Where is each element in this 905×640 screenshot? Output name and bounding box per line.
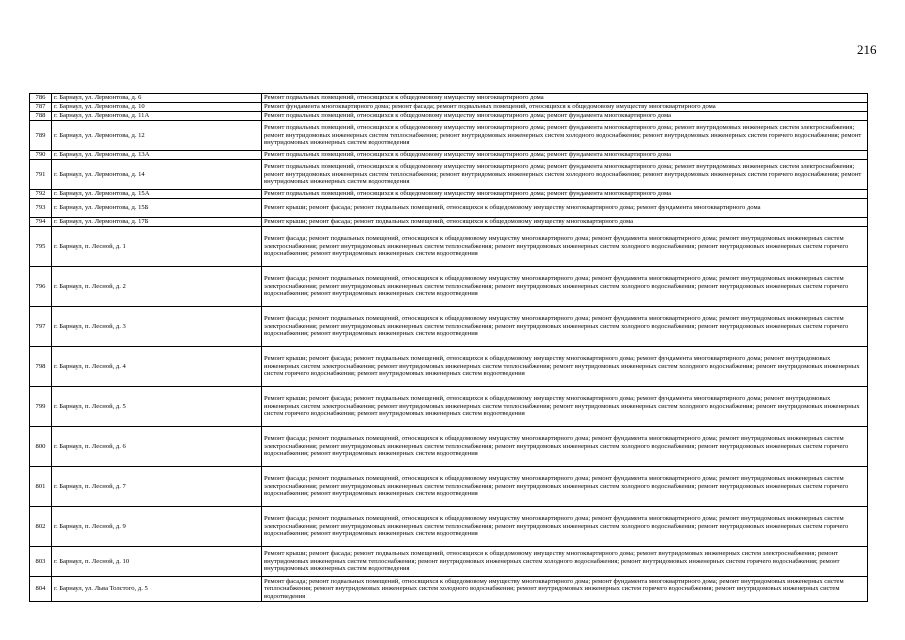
row-number: 793 [30, 199, 52, 218]
page-number: 216 [857, 42, 877, 57]
row-address: г. Барнаул, ул. Лермонтова, д. 11А [52, 112, 262, 121]
table-row [30, 387, 868, 427]
row-number: 789 [30, 121, 52, 151]
row-address: г. Барнаул, п. Лесной, д. 1 [52, 227, 262, 267]
table-row [30, 307, 868, 347]
table-row [30, 94, 868, 103]
table-row [30, 112, 868, 121]
row-number: 790 [30, 151, 52, 160]
table-row [30, 467, 868, 507]
table-row [30, 218, 868, 227]
table-body [30, 94, 868, 602]
row-works: Ремонт фундамента многоквартирного дома; ремонт фасада; ремонт подвальных помещений, относящихся к общедомовому имуществу многоквартирного дома [262, 103, 868, 112]
row-address: г. Барнаул, п. Лесной, д. 3 [52, 307, 262, 347]
row-works: Ремонт подвальных помещений, относящихся к общедомовому имуществу многоквартирного дома; ремонт фундамента многоквартирного дома; ремонт внутридомовых инженерных систем электроснабжения; ремонт внутридомовых инженерных систем теплоснабжения; ремонт внутридомовых инженерных систем холодного водоснабжения; ремонт внутридомовых инженерных систем горячего водоснабжения; ремонт внутридомовых инженерных систем водоотведения [262, 121, 868, 151]
row-address: г. Барнаул, ул. Льва Толстого, д. 5 [52, 577, 262, 602]
row-number: 803 [30, 547, 52, 577]
repair-table [29, 93, 868, 602]
row-works: Ремонт фасада; ремонт подвальных помещений, относящихся к общедомовому имуществу многоквартирного дома; ремонт фундамента многоквартирного дома; ремонт внутридомовых инженерных систем электроснабжения; ремонт внутридомовых инженерных систем теплоснабжения; ремонт внутридомовых инженерных систем холодного водоснабжения; ремонт внутридомовых инженерных систем горячего водоснабжения; ремонт внутридомовых инженерных систем водоотведения [262, 427, 868, 467]
row-address: г. Барнаул, п. Лесной, д. 9 [52, 507, 262, 547]
row-address: г. Барнаул, ул. Лермонтова, д. 12 [52, 121, 262, 151]
row-works: Ремонт подвальных помещений, относящихся к общедомовому имуществу многоквартирного дома [262, 94, 868, 103]
row-number: 799 [30, 387, 52, 427]
row-number: 800 [30, 427, 52, 467]
row-address: г. Барнаул, п. Лесной, д. 10 [52, 547, 262, 577]
row-number: 792 [30, 190, 52, 199]
row-number: 802 [30, 507, 52, 547]
table-row [30, 427, 868, 467]
row-number: 798 [30, 347, 52, 387]
table-row [30, 199, 868, 218]
row-address: г. Барнаул, п. Лесной, д. 4 [52, 347, 262, 387]
row-number: 788 [30, 112, 52, 121]
row-works: Ремонт подвальных помещений, относящихся к общедомовому имуществу многоквартирного дома; ремонт фундамента многоквартирного дома; ремонт внутридомовых инженерных систем электроснабжения; ремонт внутридомовых инженерных систем теплоснабжения; ремонт внутридомовых инженерных систем холодного водоснабжения; ремонт внутридомовых инженерных систем горячего водоснабжения; ремонт внутридомовых инженерных систем водоотведения [262, 160, 868, 190]
row-number: 786 [30, 94, 52, 103]
row-works: Ремонт крыши; ремонт фасада; ремонт подвальных помещений, относящихся к общедомовому имуществу многоквартирного дома; ремонт фундамента многоквартирного дома; ремонт внутридомовых инженерных систем электроснабжения; ремонт внутридомовых инженерных систем теплоснабжения; ремонт внутридомовых инженерных систем холодного водоснабжения; ремонт внутридомовых инженерных систем горячего водоснабжения; ремонт внутридомовых инженерных систем водоотведения [262, 387, 868, 427]
table-row [30, 547, 868, 577]
row-works: Ремонт крыши; ремонт фасада; ремонт подвальных помещений, относящихся к общедомовому имуществу многоквартирного дома; ремонт фундамента многоквартирного дома; ремонт внутридомовых инженерных систем электроснабжения; ремонт внутридомовых инженерных систем теплоснабжения; ремонт внутридомовых инженерных систем холодного водоснабжения; ремонт внутридомовых инженерных систем горячего водоснабжения; ремонт внутридомовых инженерных систем водоотведения [262, 347, 868, 387]
row-address: г. Барнаул, ул. Лермонтова, д. 10 [52, 103, 262, 112]
row-address: г. Барнаул, ул. Лермонтова, д. 14 [52, 160, 262, 190]
row-works: Ремонт подвальных помещений, относящихся к общедомовому имуществу многоквартирного дома; ремонт фундамента многоквартирного дома [262, 151, 868, 160]
row-address: г. Барнаул, п. Лесной, д. 2 [52, 267, 262, 307]
row-works: Ремонт фасада; ремонт подвальных помещений, относящихся к общедомовому имуществу многоквартирного дома; ремонт фундамента многоквартирного дома; ремонт внутридомовых инженерных систем электроснабжения; ремонт внутридомовых инженерных систем теплоснабжения; ремонт внутридомовых инженерных систем холодного водоснабжения; ремонт внутридомовых инженерных систем горячего водоснабжения; ремонт внутридомовых инженерных систем водоотведения [262, 267, 868, 307]
row-works: Ремонт фасада; ремонт подвальных помещений, относящихся к общедомовому имуществу многоквартирного дома; ремонт фундамента многоквартирного дома; ремонт внутридомовых инженерных систем электроснабжения; ремонт внутридомовых инженерных систем теплоснабжения; ремонт внутридомовых инженерных систем холодного водоснабжения; ремонт внутридомовых инженерных систем горячего водоснабжения; ремонт внутридомовых инженерных систем водоотведения [262, 307, 868, 347]
row-address: г. Барнаул, п. Лесной, д. 7 [52, 467, 262, 507]
row-number: 796 [30, 267, 52, 307]
row-address: г. Барнаул, п. Лесной, д. 5 [52, 387, 262, 427]
row-works: Ремонт крыши; ремонт фасада; ремонт подвальных помещений, относящихся к общедомовому имуществу многоквартирного дома; ремонт фундамента многоквартирного дома [262, 199, 868, 218]
row-number: 791 [30, 160, 52, 190]
row-number: 787 [30, 103, 52, 112]
row-address: г. Барнаул, ул. Лермонтова, д. 17Б [52, 218, 262, 227]
table-row [30, 151, 868, 160]
row-number: 804 [30, 577, 52, 602]
table-row [30, 190, 868, 199]
table-row [30, 227, 868, 267]
row-number: 794 [30, 218, 52, 227]
table-row [30, 160, 868, 190]
table-row [30, 577, 868, 602]
row-number: 795 [30, 227, 52, 267]
table-row [30, 121, 868, 151]
table-row [30, 347, 868, 387]
row-works: Ремонт фасада; ремонт подвальных помещений, относящихся к общедомовому имуществу многоквартирного дома; ремонт фундамента многоквартирного дома; ремонт внутридомовых инженерных систем электроснабжения; ремонт внутридомовых инженерных систем теплоснабжения; ремонт внутридомовых инженерных систем холодного водоснабжения; ремонт внутридомовых инженерных систем горячего водоснабжения; ремонт внутридомовых инженерных систем водоотведения [262, 227, 868, 267]
row-works: Ремонт крыши; ремонт фасада; ремонт подвальных помещений, относящихся к общедомовому имуществу многоквартирного дома [262, 218, 868, 227]
table-row [30, 507, 868, 547]
row-address: г. Барнаул, п. Лесной, д. 6 [52, 427, 262, 467]
row-works: Ремонт подвальных помещений, относящихся к общедомовому имуществу многоквартирного дома; ремонт фундамента многоквартирного дома [262, 112, 868, 121]
row-works: Ремонт подвальных помещений, относящихся к общедомовому имуществу многоквартирного дома; ремонт фундамента многоквартирного дома [262, 190, 868, 199]
row-number: 797 [30, 307, 52, 347]
row-address: г. Барнаул, ул. Лермонтова, д. 15А [52, 190, 262, 199]
table-row [30, 267, 868, 307]
row-address: г. Барнаул, ул. Лермонтова, д. 13А [52, 151, 262, 160]
table-row [30, 103, 868, 112]
row-number: 801 [30, 467, 52, 507]
row-address: г. Барнаул, ул. Лермонтова, д. 15Б [52, 199, 262, 218]
row-works: Ремонт фасада; ремонт подвальных помещений, относящихся к общедомовому имуществу многоквартирного дома; ремонт фундамента многоквартирного дома; ремонт внутридомовых инженерных систем электроснабжения; ремонт внутридомовых инженерных систем теплоснабжения; ремонт внутридомовых инженерных систем холодного водоснабжения; ремонт внутридомовых инженерных систем горячего водоснабжения; ремонт внутридомовых инженерных систем водоотведения [262, 467, 868, 507]
row-works: Ремонт крыши; ремонт фасада; ремонт подвальных помещений, относящихся к общедомовому имуществу многоквартирного дома; ремонт внутридомовых инженерных систем электроснабжения; ремонт внутридомовых инженерных систем теплоснабжения; ремонт внутридомовых инженерных систем холодного водоснабжения; ремонт внутридомовых инженерных систем горячего водоснабжения; ремонт внутридомовых инженерных систем водоотведения [262, 547, 868, 577]
row-works: Ремонт фасада; ремонт подвальных помещений, относящихся к общедомовому имуществу многоквартирного дома; ремонт фундамента многоквартирного дома; ремонт внутридомовых инженерных систем теплоснабжения; ремонт внутридомовых инженерных систем холодного водоснабжения; ремонт внутридомовых инженерных систем горячего водоснабжения; ремонт внутридомовых инженерных систем водоотведения [262, 577, 868, 602]
row-address: г. Барнаул, ул. Лермонтова, д. 6 [52, 94, 262, 103]
row-works: Ремонт фасада; ремонт подвальных помещений, относящихся к общедомовому имуществу многоквартирного дома; ремонт фундамента многоквартирного дома; ремонт внутридомовых инженерных систем электроснабжения; ремонт внутридомовых инженерных систем теплоснабжения; ремонт внутридомовых инженерных систем холодного водоснабжения; ремонт внутридомовых инженерных систем горячего водоснабжения; ремонт внутридомовых инженерных систем водоотведения [262, 507, 868, 547]
